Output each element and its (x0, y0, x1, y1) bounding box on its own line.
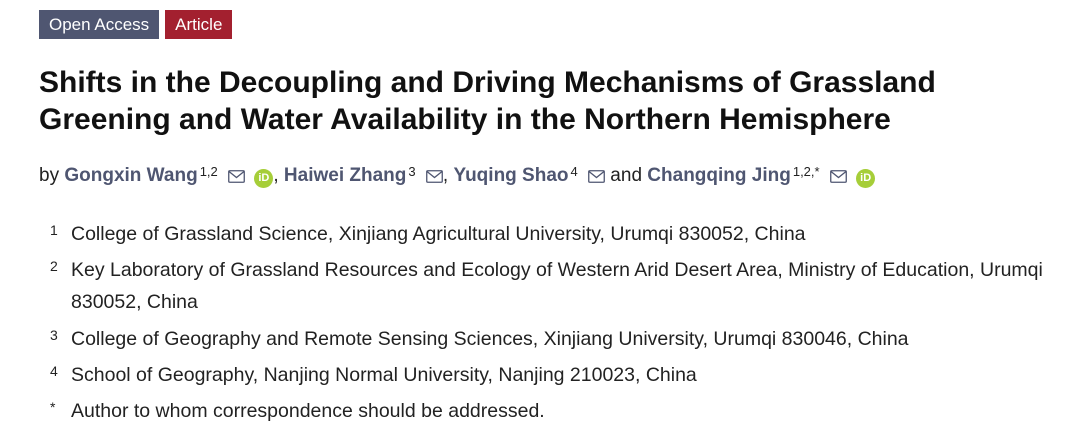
mail-icon[interactable] (830, 170, 847, 183)
affiliation-text: Author to whom correspondence should be addressed. (71, 400, 545, 422)
affiliation-text: College of Grassland Science, Xinjiang Agricultural University, Urumqi 830052, China (71, 223, 806, 245)
affiliation-item (50, 395, 1070, 428)
mail-icon[interactable] (588, 170, 605, 183)
affiliation-mark: 1 (50, 222, 58, 238)
author-changqing-jing[interactable]: Changqing Jing (647, 165, 791, 186)
article-badges (39, 10, 232, 39)
mail-icon[interactable] (228, 170, 245, 183)
author-line (39, 158, 875, 190)
affiliation-text: College of Geography and Remote Sensing Sciences, Xinjiang University, Urumqi 830046, China (71, 328, 909, 350)
author-separator: , (273, 165, 284, 186)
author-haiwei-zhang[interactable]: Haiwei Zhang (283, 165, 407, 186)
affiliation-item (50, 359, 1070, 392)
affiliation-mark: * (50, 399, 56, 415)
article-type-badge[interactable]: Article (165, 10, 232, 39)
author-affiliation-marks: 1,2 (199, 164, 218, 179)
by-label: by (39, 165, 60, 186)
affiliation-item (50, 323, 1070, 356)
affiliation-mark: 2 (50, 258, 58, 274)
author-yuqing-shao[interactable]: Yuqing Shao (453, 165, 569, 186)
affiliation-item (50, 218, 1070, 251)
open-access-badge[interactable]: Open Access (39, 10, 159, 39)
affiliation-mark: 4 (50, 363, 58, 379)
mail-icon[interactable] (426, 170, 443, 183)
article-title: Shifts in the Decoupling and Driving Mechanisms of Grassland Greening and Water Availability in the Northern Hemisphere (39, 66, 936, 136)
author-separator: , (442, 165, 454, 186)
affiliation-text: Key Laboratory of Grassland Resources and Ecology of Western Arid Desert Area, Ministry of Education, Urumqi 830052, China (71, 259, 1043, 313)
author-gongxin-wang[interactable]: Gongxin Wang (64, 165, 198, 186)
author-affiliation-marks: 1,2,* (792, 164, 820, 179)
author-separator: and (605, 165, 648, 186)
affiliation-item (50, 254, 1070, 318)
author-affiliation-marks: 3 (408, 164, 416, 179)
affiliation-list (50, 218, 1070, 431)
orcid-icon[interactable]: iD (254, 169, 273, 188)
orcid-icon[interactable]: iD (856, 169, 875, 188)
affiliation-mark: 3 (50, 327, 58, 343)
author-affiliation-marks: 4 (570, 164, 578, 179)
affiliation-text: School of Geography, Nanjing Normal University, Nanjing 210023, China (71, 364, 697, 386)
